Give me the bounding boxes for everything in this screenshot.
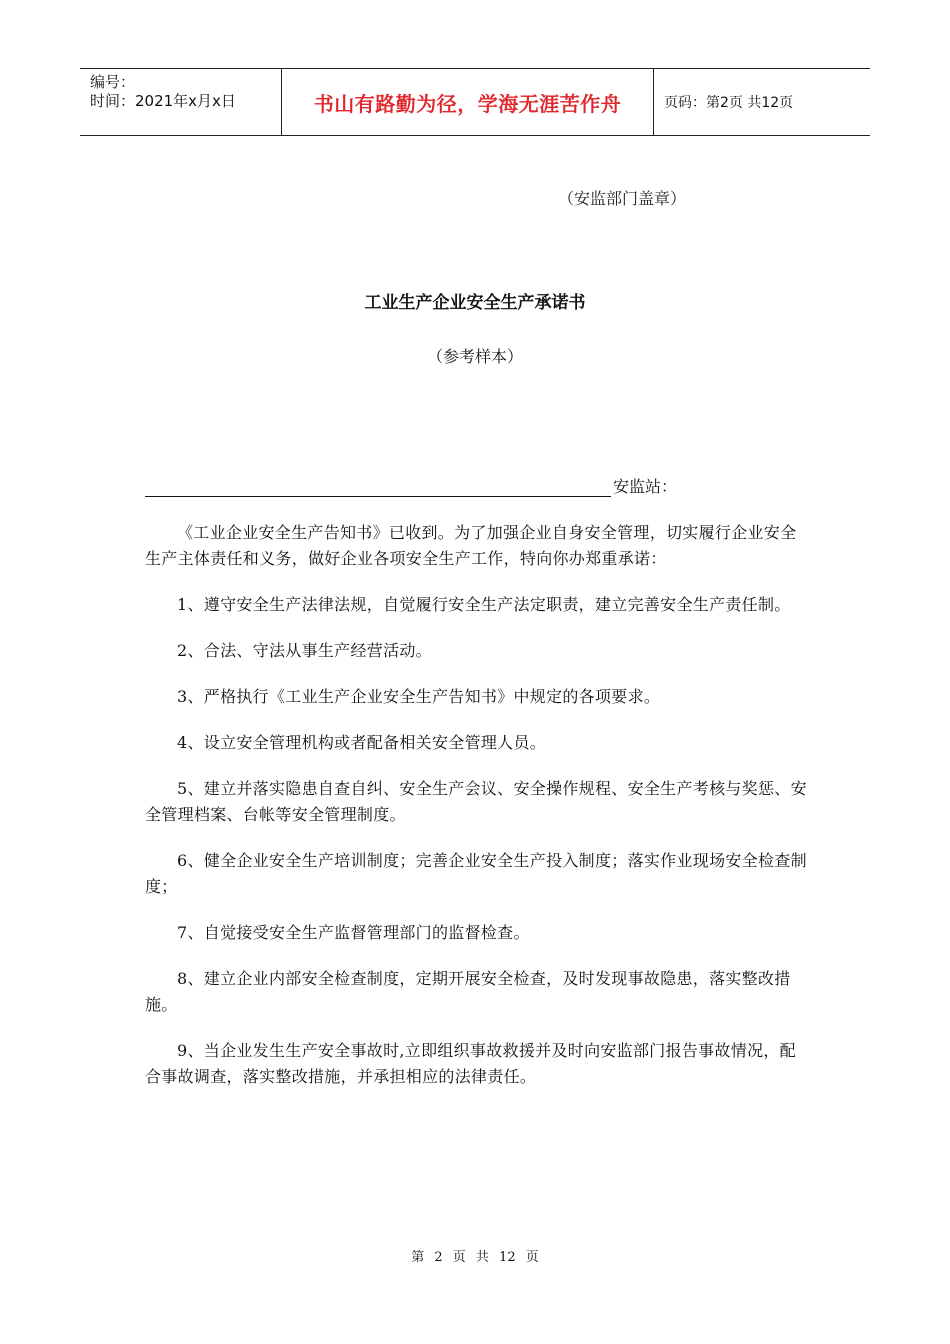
header-page-cell — [654, 69, 870, 135]
addressee-blank — [145, 478, 611, 497]
commitment-item-7: 7、自觉接受安全生产监督管理部门的监督检查。 — [177, 923, 530, 942]
commitment-item-1: 1、遵守安全生产法律法规，自觉履行安全生产法定职责，建立完善安全生产责任制。 — [177, 595, 791, 614]
page-footer: 第 2 页 共 12 页 — [411, 1250, 539, 1265]
header-motto-cell — [282, 69, 654, 135]
addressee-suffix: 安监站： — [613, 477, 678, 496]
commitment-item-8: 8、建立企业内部安全检查制度，定期开展安全检查，及时发现事故隐患，落实整改措施。 — [145, 969, 791, 1014]
commitment-item-5: 5、建立并落实隐患自查自纠、安全生产会议、安全操作规程、安全生产考核与奖惩、安全管理档案、台帐等安全管理制度。 — [145, 779, 807, 824]
commitment-item-6: 6、健全企业安全生产培训制度；完善企业安全生产投入制度；落实作业现场安全检查制度； — [145, 851, 807, 896]
document-body — [145, 520, 810, 1110]
document-title: 工业生产企业安全生产承诺书 — [364, 293, 586, 313]
header-page-number: 页码：第2页 共12页 — [664, 95, 794, 111]
intro-paragraph: 《工业企业安全生产告知书》已收到。为了加强企业自身安全管理，切实履行企业安全生产主体责任和义务，做好企业各项安全生产工作，特向你办郑重承诺： — [145, 523, 797, 568]
commitment-item-4: 4、设立安全管理机构或者配备相关安全管理人员。 — [177, 733, 547, 752]
stamp-note: （安监部门盖章） — [558, 189, 687, 208]
page-header — [80, 68, 870, 136]
commitment-item-9: 9、当企业发生生产安全事故时,立即组织事故救援并及时向安监部门报告事故情况，配合事故调查，落实整改措施，并承担相应的法律责任。 — [145, 1041, 796, 1086]
commitment-item-2: 2、合法、守法从事生产经营活动。 — [177, 641, 432, 660]
document-subtitle: （参考样本） — [426, 347, 523, 366]
header-motto: 书山有路勤为径，学海无涯苦作舟 — [313, 91, 622, 116]
document-date: 时间：2021年x月x日 — [90, 92, 236, 110]
commitment-item-3: 3、严格执行《工业生产企业安全生产告知书》中规定的各项要求。 — [177, 687, 661, 706]
header-meta — [80, 69, 282, 135]
addressee-line — [145, 474, 677, 497]
document-number-label: 编号： — [90, 73, 136, 91]
